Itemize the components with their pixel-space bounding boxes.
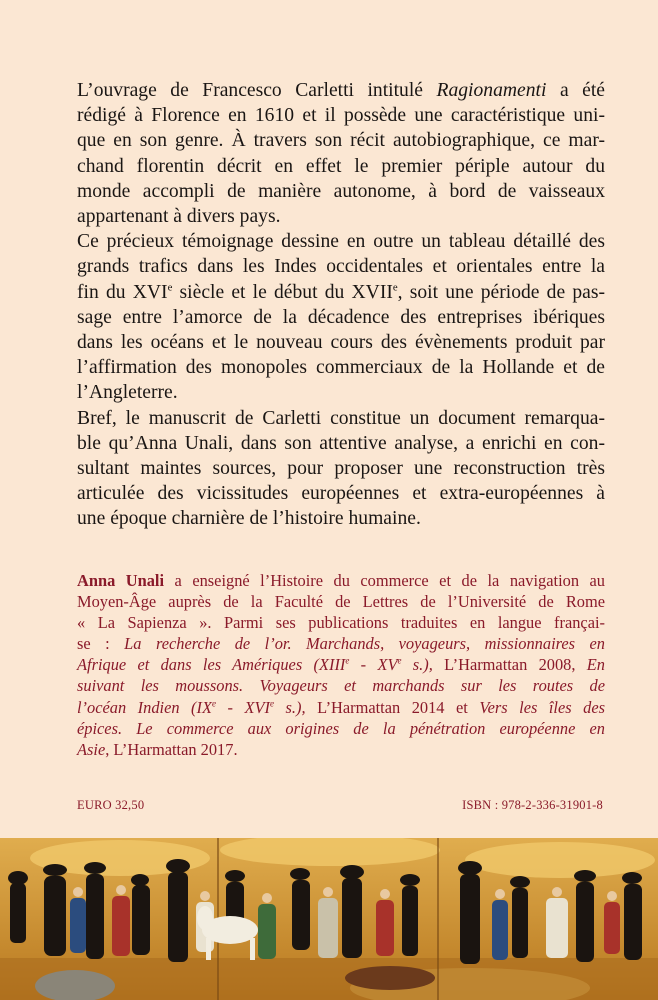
bio-line: « La Sapienza ». Parmi ses publications traduites en langue françai- — [77, 613, 605, 633]
author-name: Anna Unali — [77, 571, 165, 590]
price-label: EURO 32,50 — [77, 798, 145, 812]
bio-line: Afrique et dans les Amériques (XIIIe - XVe s.), L’Harmattan 2008, En — [77, 655, 605, 675]
bio-line: Anna Unali a enseigné l’Histoire du commerce et de la navigation au — [77, 571, 605, 590]
blurb-line: une époque charnière de l’histoire humaine. — [77, 508, 421, 530]
blurb-line: L’ouvrage de Francesco Carletti intitulé Ragionamenti a été — [77, 80, 605, 101]
blurb-line: ble qu’Anna Unali, dans son attentive analyse, a enrichi en con- — [77, 432, 605, 454]
blurb-line: sultant maintes sources, pour proposer une reconstruction très — [77, 458, 605, 480]
blurb-line: dans les océans et le nouveau cours des évènements produit par — [77, 332, 605, 354]
blurb-line: que en son genre. À travers son récit autobiographique, ce mar- — [77, 130, 605, 152]
bio-line: se : La recherche de l’or. Marchands, voyageurs, missionnaires en — [77, 634, 605, 654]
bio-line: l’océan Indien (IXe - XVIe s.), L’Harmattan 2014 et Vers les îles des — [77, 697, 605, 717]
bio-line: épices. Le commerce aux origines de la pénétration européenne en — [77, 718, 605, 738]
blurb-line: l’affirmation des monopoles commerciaux de la Hollande et de — [77, 357, 605, 379]
blurb-line: articulée des vicissitudes européennes et extra-européennes à — [77, 483, 605, 505]
blurb-line: monde accompli de manière autonome, à bord de vaisseaux — [77, 180, 605, 202]
book-blurb — [77, 78, 605, 532]
blurb-line: Ce précieux témoignage dessine en outre un tableau détaillé des — [77, 231, 605, 253]
cover-painting — [0, 838, 658, 1000]
bio-line: Moyen-Âge auprès de la Faculté de Lettres de l’Université de Rome — [77, 592, 605, 612]
blurb-line: sage entre l’amorce de la décadence des entreprises ibériques — [77, 306, 605, 328]
isbn-label: ISBN : 978-2-336-31901-8 — [462, 798, 603, 812]
blurb-line: appartenant à divers pays. — [77, 206, 281, 228]
blurb-line: Bref, le manuscrit de Carletti constitue un document remarqua- — [77, 407, 605, 429]
bio-line: Asie, L’Harmattan 2017. — [77, 739, 238, 759]
blurb-line: rédigé à Florence en 1610 et il possède une caractéristique uni- — [77, 105, 605, 127]
blurb-line: fin du XVIe siècle et le début du XVIIe, soit une période de pas- — [77, 281, 606, 303]
blurb-line: chand florentin décrit en effet le premier périple autour du — [77, 155, 605, 177]
author-bio — [77, 570, 605, 760]
japanese-screen-painting — [0, 838, 658, 1000]
blurb-line: l’Angleterre. — [77, 382, 178, 404]
blurb-line: grands trafics dans les Indes occidentales et orientales entre la — [77, 256, 605, 278]
bio-line: suivant les moussons. Voyageurs et marchands sur les routes de — [77, 676, 605, 696]
